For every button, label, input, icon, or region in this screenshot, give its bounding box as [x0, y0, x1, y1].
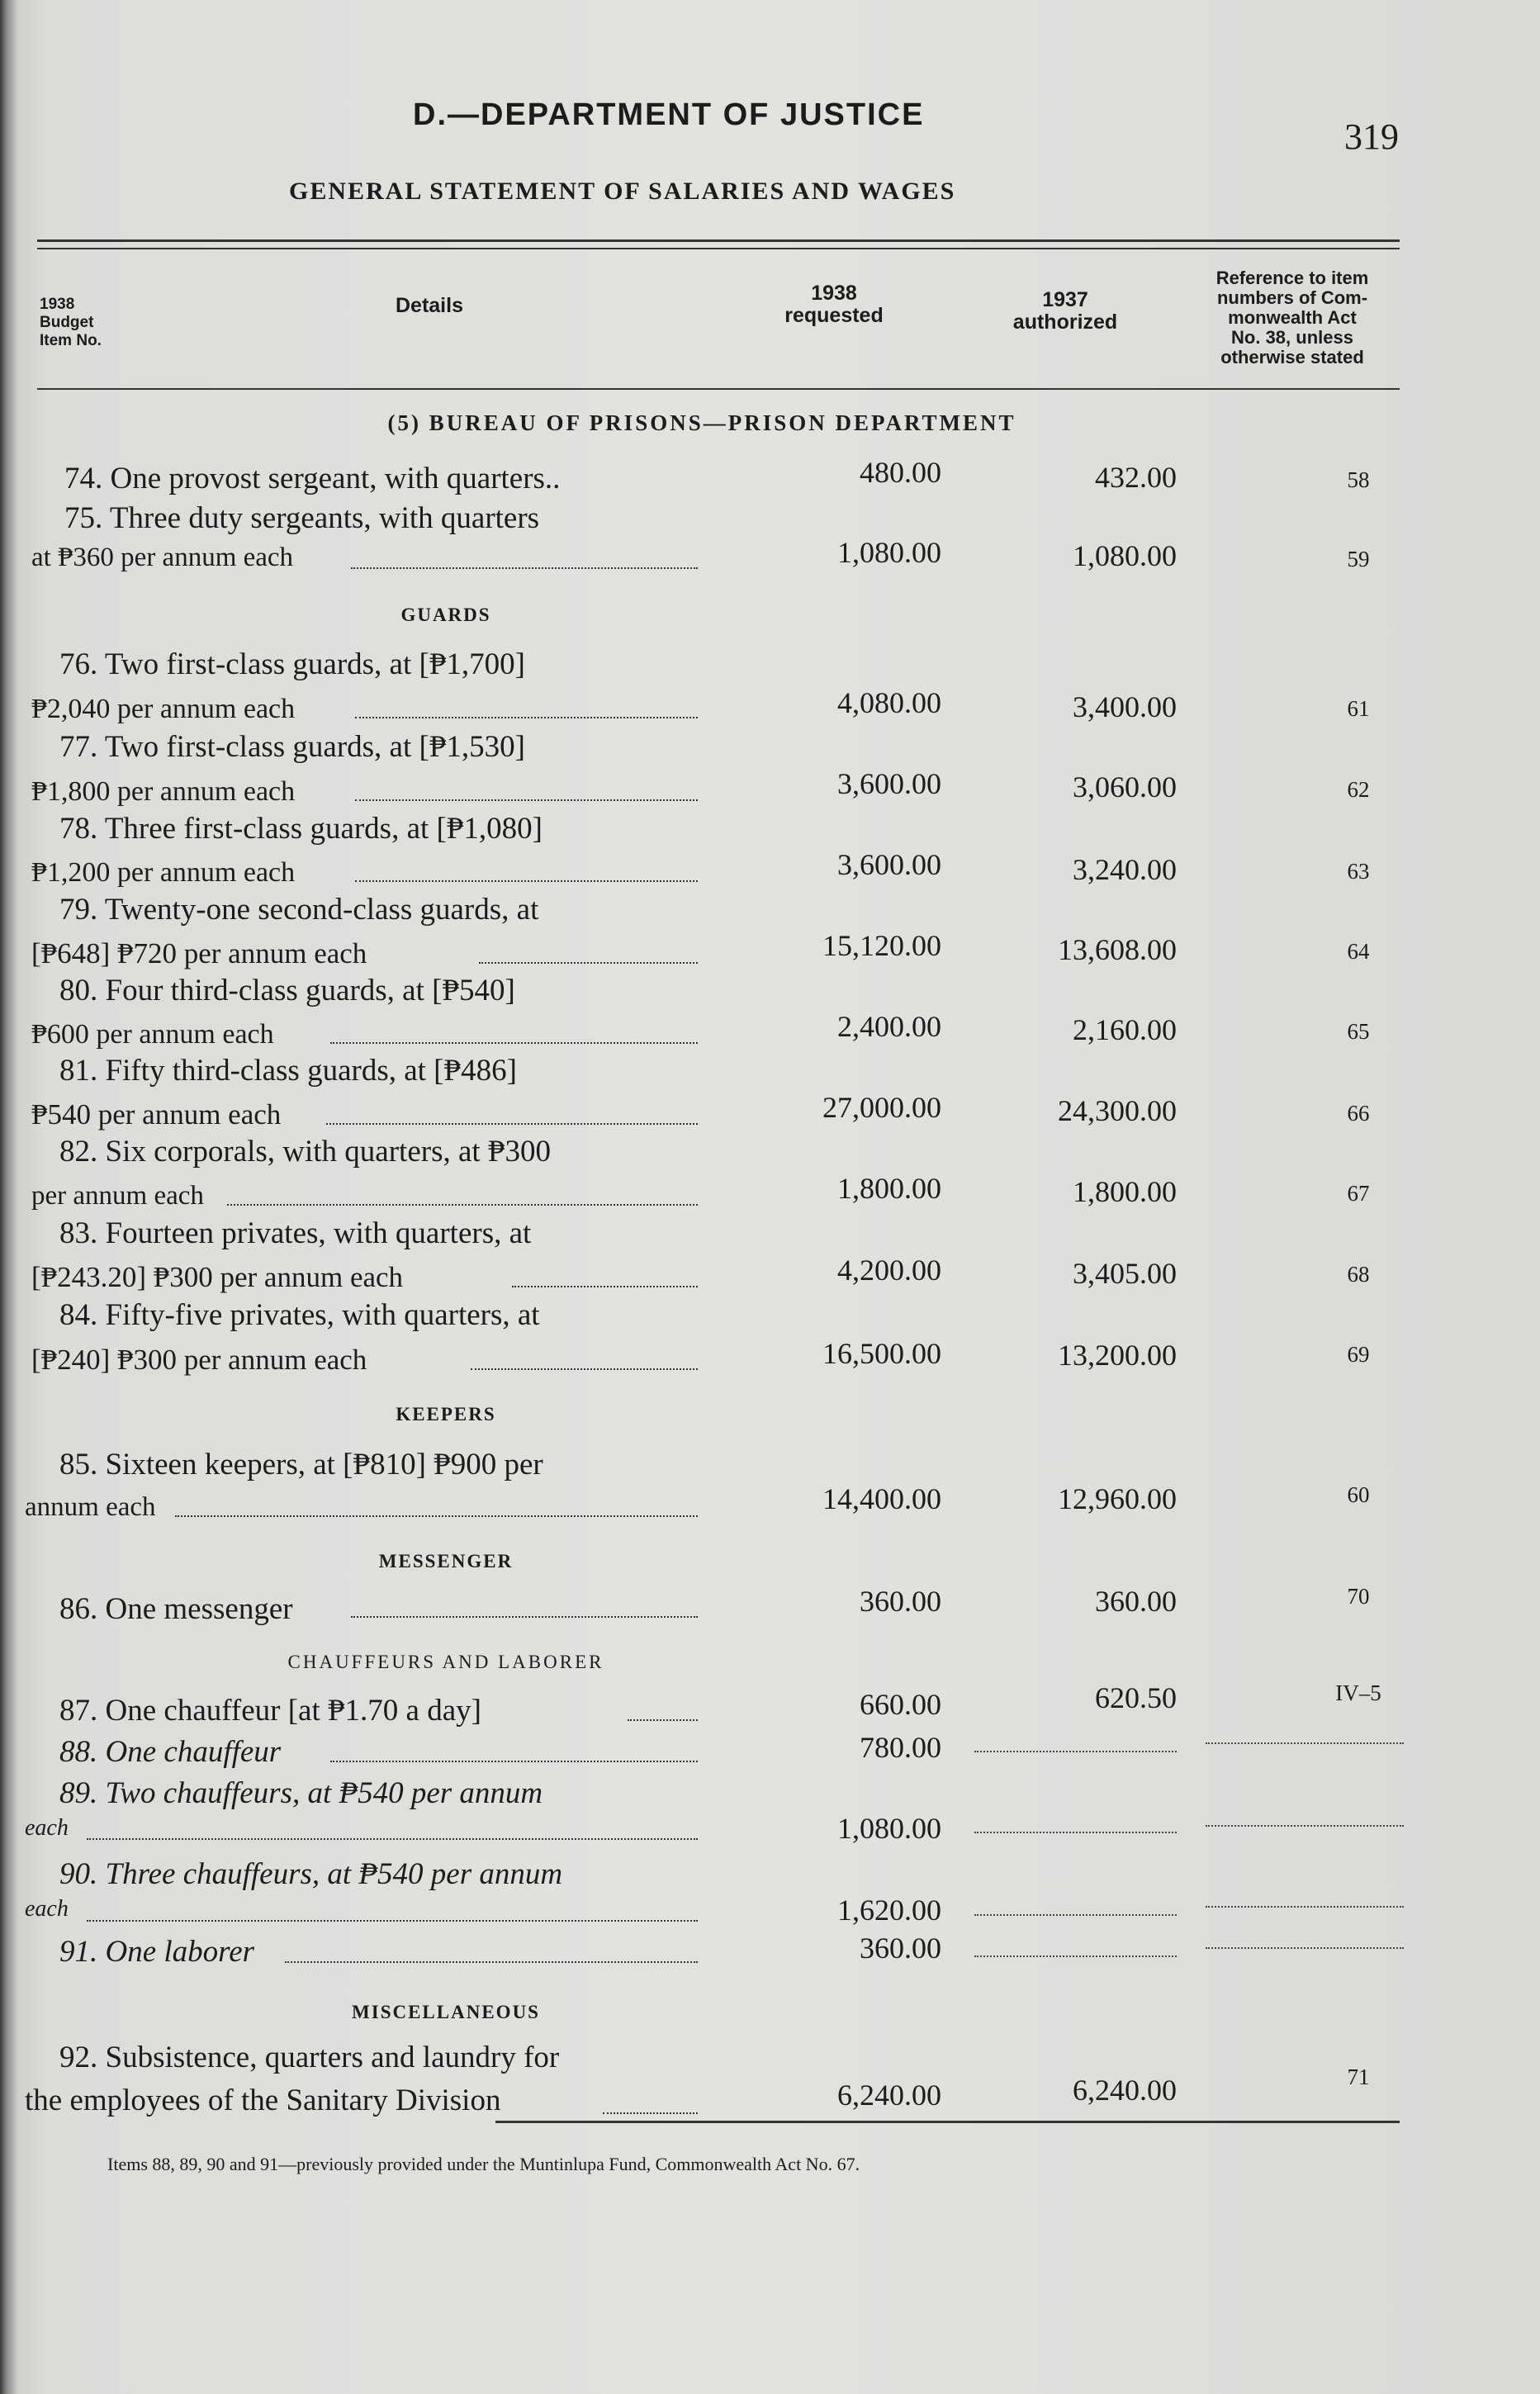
row-87-authorized: 620.50 — [1095, 1681, 1177, 1714]
row-87-requested: 660.00 — [860, 1688, 941, 1721]
row-90-leader — [87, 1920, 698, 1922]
row-92-requested: 6,240.00 — [837, 2079, 941, 2112]
row-82-requested: 1,800.00 — [837, 1172, 941, 1205]
row-88-leader — [330, 1761, 698, 1762]
row-77-detail-line2: ₱1,800 per annum each — [31, 776, 296, 807]
row-83-detail-line2: [₱243.20] ₱300 per annum each — [31, 1261, 404, 1293]
row-80-leader — [330, 1042, 698, 1044]
row-82-reference: 67 — [1347, 1181, 1370, 1206]
row-90-requested: 1,620.00 — [837, 1894, 941, 1927]
row-84-reference: 69 — [1347, 1342, 1370, 1367]
row-84-detail-line2: [₱240] ₱300 per annum each — [31, 1344, 367, 1376]
col-item-no-line3: Item No. — [40, 332, 102, 349]
col-reference-line2: numbers of Com- — [1216, 287, 1368, 308]
row-81-requested: 27,000.00 — [822, 1091, 941, 1124]
row-86-authorized: 360.00 — [1095, 1585, 1177, 1618]
row-85-detail-line2: annum each — [25, 1492, 156, 1522]
row-82-leader — [227, 1204, 698, 1206]
row-80-detail-line2: ₱600 per annum each — [31, 1019, 274, 1050]
row-91-authorized-blank — [974, 1955, 1177, 1957]
row-91-detail: 91. One laborer — [59, 1935, 255, 1969]
row-74-reference: 58 — [1347, 467, 1370, 492]
row-78-detail-line1: 78. Three first-class guards, at [₱1,080] — [59, 812, 543, 846]
row-88-requested: 780.00 — [860, 1731, 941, 1764]
row-88-detail: 88. One chauffeur — [59, 1735, 282, 1769]
row-82-authorized: 1,800.00 — [1073, 1175, 1177, 1208]
row-78-authorized: 3,240.00 — [1073, 853, 1177, 886]
row-80-authorized: 2,160.00 — [1073, 1013, 1177, 1046]
row-78-reference: 63 — [1347, 859, 1370, 884]
col-reference-line1: Reference to item — [1215, 268, 1369, 288]
col-item-no-line1: 1938 — [40, 296, 75, 313]
subsection-keepers: KEEPERS — [396, 1404, 496, 1425]
row-81-leader — [326, 1123, 698, 1125]
row-92-reference: 71 — [1347, 2065, 1370, 2089]
row-89-authorized-blank — [974, 1832, 1177, 1833]
row-91-requested: 360.00 — [860, 1932, 941, 1965]
page-number: 319 — [1344, 116, 1399, 157]
header-top-rule — [37, 239, 1400, 242]
row-77-reference: 62 — [1347, 777, 1370, 802]
row-87-detail: 87. One chauffeur [at ₱1.70 a day] — [59, 1694, 481, 1728]
col-authorized-line1: 1937 — [1042, 288, 1088, 311]
row-82-detail-line1: 82. Six corporals, with quarters, at ₱300 — [59, 1135, 551, 1169]
col-item-no-line2: Budget — [40, 314, 94, 331]
row-79-leader — [479, 962, 698, 964]
row-85-requested: 14,400.00 — [822, 1482, 941, 1515]
row-81-detail-line2: ₱540 per annum each — [31, 1098, 282, 1131]
row-86-reference: 70 — [1347, 1584, 1370, 1609]
row-75-leader — [351, 567, 698, 569]
row-86-requested: 360.00 — [860, 1585, 941, 1618]
col-reference-line4: No. 38, unless — [1231, 327, 1353, 348]
row-83-reference: 68 — [1347, 1262, 1370, 1287]
department-title: D.—DEPARTMENT OF JUSTICE — [413, 97, 925, 132]
statement-subtitle: GENERAL STATEMENT OF SALARIES AND WAGES — [289, 178, 956, 205]
row-84-authorized: 13,200.00 — [1058, 1339, 1177, 1372]
row-76-leader — [355, 717, 698, 718]
footnote: Items 88, 89, 90 and 91—previously provided under the Muntinlupa Fund, Commonwealth Act No. 67. — [107, 2154, 860, 2174]
col-reference-line3: monwealth Act — [1228, 307, 1357, 328]
row-75-detail-line2: at ₱360 per annum each — [31, 543, 294, 572]
col-requested-line1: 1938 — [811, 282, 857, 305]
row-77-requested: 3,600.00 — [837, 767, 941, 800]
header-top-rule-2 — [37, 248, 1400, 249]
row-76-requested: 4,080.00 — [837, 686, 941, 719]
row-74-detail: 74. One provost sergeant, with quarters.. — [64, 462, 561, 495]
row-85-detail-line1: 85. Sixteen keepers, at [₱810] ₱900 per — [59, 1448, 543, 1481]
row-83-requested: 4,200.00 — [837, 1254, 941, 1287]
header-bottom-rule — [37, 388, 1400, 390]
row-83-authorized: 3,405.00 — [1073, 1257, 1177, 1290]
row-79-detail-line2: [₱648] ₱720 per annum each — [31, 937, 367, 969]
row-82-detail-line2: per annum each — [31, 1181, 204, 1211]
row-78-leader — [355, 880, 698, 882]
row-91-leader — [285, 1961, 698, 1963]
row-86-leader — [351, 1616, 698, 1618]
row-79-requested: 15,120.00 — [822, 929, 941, 962]
col-authorized — [974, 289, 1156, 334]
subsection-misc: MISCELLANEOUS — [352, 2002, 540, 2022]
subsection-messenger: MESSENGER — [378, 1551, 514, 1572]
row-90-authorized-blank — [974, 1914, 1177, 1916]
row-92-leader — [603, 2112, 698, 2114]
row-85-authorized: 12,960.00 — [1058, 1482, 1177, 1515]
row-80-requested: 2,400.00 — [837, 1010, 941, 1043]
row-83-leader — [512, 1286, 698, 1287]
row-92-detail-line1: 92. Subsistence, quarters and laundry for — [59, 2041, 560, 2074]
row-88-authorized-blank — [974, 1751, 1177, 1752]
row-84-detail-line1: 84. Fifty-five privates, with quarters, at — [59, 1298, 540, 1332]
row-92-detail-line2: the employees of the Sanitary Division — [25, 2083, 501, 2117]
row-75-reference: 59 — [1347, 547, 1370, 571]
col-requested — [743, 282, 925, 327]
row-88-reference-blank — [1206, 1742, 1404, 1744]
row-75-requested: 1,080.00 — [837, 536, 941, 569]
row-89-detail-line1: 89. Two chauffeurs, at ₱540 per annum — [59, 1776, 543, 1810]
row-85-reference: 60 — [1347, 1482, 1370, 1507]
subsection-chauffeurs: CHAUFFEURS AND LABORER — [287, 1652, 604, 1672]
row-75-detail-line1: 75. Three duty sergeants, with quarters — [64, 501, 540, 535]
col-reference — [1173, 268, 1412, 367]
row-77-leader — [355, 799, 698, 801]
row-76-reference: 61 — [1347, 696, 1370, 721]
section-title: (5) BUREAU OF PRISONS—PRISON DEPARTMENT — [387, 410, 1016, 435]
row-83-detail-line1: 83. Fourteen privates, with quarters, at — [59, 1216, 532, 1250]
row-81-reference: 66 — [1347, 1101, 1370, 1126]
row-89-reference-blank — [1206, 1825, 1404, 1827]
row-79-detail-line1: 79. Twenty-one second-class guards, at — [59, 893, 539, 927]
row-84-requested: 16,500.00 — [822, 1337, 941, 1370]
col-reference-line5: otherwise stated — [1220, 347, 1364, 367]
row-90-detail-line2: each — [25, 1896, 69, 1922]
row-76-detail-line1: 76. Two first-class guards, at [₱1,700] — [59, 647, 525, 681]
row-76-authorized: 3,400.00 — [1073, 690, 1177, 723]
row-92-authorized: 6,240.00 — [1073, 2074, 1177, 2107]
row-74-requested: 480.00 — [860, 456, 941, 489]
row-75-authorized: 1,080.00 — [1073, 539, 1177, 572]
row-85-leader — [175, 1515, 698, 1517]
col-authorized-line2: authorized — [1012, 311, 1118, 334]
table-bottom-rule — [495, 2121, 1400, 2123]
row-89-detail-line2: each — [25, 1815, 69, 1841]
row-79-reference: 64 — [1347, 939, 1370, 964]
col-item-no — [40, 296, 102, 350]
row-79-authorized: 13,608.00 — [1058, 933, 1177, 966]
row-76-detail-line2: ₱2,040 per annum each — [31, 694, 296, 724]
row-80-detail-line1: 80. Four third-class guards, at [₱540] — [59, 974, 515, 1007]
subsection-guards: GUARDS — [400, 604, 491, 625]
row-89-leader — [87, 1838, 698, 1840]
col-requested-line2: requested — [784, 304, 884, 327]
row-78-detail-line2: ₱1,200 per annum each — [31, 857, 296, 888]
row-89-requested: 1,080.00 — [837, 1812, 941, 1845]
row-77-detail-line1: 77. Two first-class guards, at [₱1,530] — [59, 730, 525, 764]
row-81-authorized: 24,300.00 — [1058, 1094, 1177, 1127]
row-90-detail-line1: 90. Three chauffeurs, at ₱540 per annum — [59, 1857, 563, 1891]
row-91-reference-blank — [1206, 1947, 1404, 1949]
row-90-reference-blank — [1206, 1906, 1404, 1908]
row-87-leader — [628, 1719, 698, 1721]
row-80-reference: 65 — [1347, 1019, 1370, 1044]
row-74-authorized: 432.00 — [1095, 461, 1177, 494]
col-details: Details — [396, 294, 463, 317]
row-81-detail-line1: 81. Fifty third-class guards, at [₱486] — [59, 1054, 517, 1088]
row-77-authorized: 3,060.00 — [1073, 770, 1177, 804]
row-84-leader — [471, 1368, 698, 1370]
row-86-detail: 86. One messenger — [59, 1592, 293, 1626]
row-87-reference: IV–5 — [1335, 1681, 1381, 1705]
row-78-requested: 3,600.00 — [837, 848, 941, 881]
